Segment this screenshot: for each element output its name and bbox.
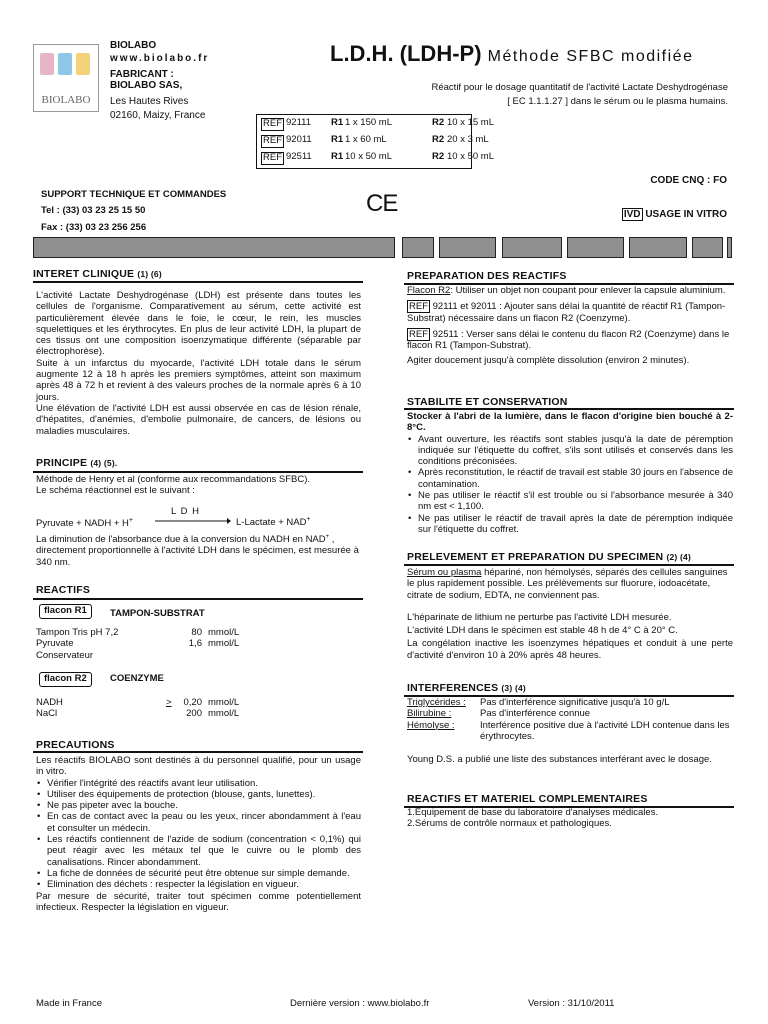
ref-code: 92011 bbox=[286, 134, 312, 145]
flacon-r1-button: flacon R1 bbox=[39, 604, 92, 619]
website[interactable]: www.biolabo.fr bbox=[110, 53, 210, 64]
logo-tube-blue bbox=[58, 53, 72, 75]
divider bbox=[404, 408, 734, 410]
interet-text: L'activité Lactate Deshydrogénase (LDH) est présente dans toutes les cellules de l'organisme. Comparativement au sérum, cette activité est particulièrement élevée dans le foie, le cœur, le rein, les muscles squelettiques et les érythrocytes. En plus de leur activité LDH, la plupart de ces tissus ont une composition isoenzymatique différente (séparable par électrophorèse). Suite à un infarctus du myocarde, l'activité LDH totale dans le sérum augmente 12 à 18 h après les premiers symptômes, atteint son maximum après 48 à 72 h et revient à des valeurs proches de la normale après 6 à 10 jours. Une élévation de l'activité LDH est aussi observée en cas de lésion rénale, d'hépatites, d'anémies, d'embolie pulmonaire, de cancers, de lésions ou maladies musculaires. bbox=[36, 290, 361, 437]
usage-text: USAGE IN VITRO bbox=[645, 209, 727, 220]
support-fax: Fax : (33) 03 23 256 256 bbox=[41, 222, 147, 233]
reaction-left: Pyruvate + NADH + H+ bbox=[36, 517, 134, 530]
composition-row: NADH > 0,20 mmol/L bbox=[36, 697, 240, 708]
flacon-r2-button: flacon R2 bbox=[39, 672, 92, 687]
divider bbox=[404, 564, 734, 566]
list-item: • En cas de contact avec la peau ou les yeux, rincer abondamment à l'eau et consulter un médecin. bbox=[36, 811, 361, 834]
header-bar-cell bbox=[439, 237, 496, 258]
r1-quantity: 1 x 150 mL bbox=[345, 117, 392, 128]
header-bar-cell bbox=[502, 237, 562, 258]
r2-label: R2 bbox=[432, 151, 445, 162]
r1-composition bbox=[36, 627, 240, 661]
complementaires-list bbox=[407, 807, 733, 830]
support-tel[interactable]: Tel : (33) 03 23 25 15 50 bbox=[41, 205, 146, 216]
principe-text: Méthode de Henry et al (conforme aux recommandations SFBC). Le schéma réactionnel est le suivant : bbox=[36, 474, 311, 497]
ref-row bbox=[261, 117, 494, 132]
ref-code: 92511 bbox=[286, 151, 312, 162]
list-item: 1.Equipement de base du laboratoire d'analyses médicales. bbox=[407, 807, 659, 818]
section-title-principe: PRINCIPE (4) (5). bbox=[36, 457, 118, 469]
list-item: • Les réactifs contiennent de l'azide de sodium (concentration < 0,1%) qui peut réagir avec les métaux tel que le cuivre ou le plomb des canalisations. Rincer abondamment. bbox=[36, 834, 361, 868]
preparation-text: Flacon R2: Utiliser un objet non coupant pour enlever la capsule aluminium. REF 92111 et 92011 : Ajouter sans délai la quantité de réactif R1 (Tampon-Substrat) nécessaire dans un flacon R2 (Coenzyme). REF 92511 : Verser sans délai le contenu du flacon R2 (Coenzyme) dans le flacon R1 (Tampon-Substrat). Agiter doucement jusqu'à complète dissolution (environ 2 minutes). bbox=[407, 285, 730, 367]
r2-quantity: 20 x 3 mL bbox=[447, 134, 489, 145]
ivd-symbol: IVD bbox=[623, 209, 641, 220]
address-line-2: 02160, Maizy, France bbox=[110, 110, 206, 121]
company-name: BIOLABO SAS, bbox=[110, 80, 183, 91]
stabilite-text: Stocker à l'abri de la lumière, dans le flacon d'origine bien bouché à 2-8°C. • Avant ouverture, les réactifs sont stables jusqu'à la date de péremption indiquée sur l'étiquette du coffret, s'ils sont utilisés et conservés dans les conditions préconisées. • Après reconstitution, le réactif de travail est stable 30 jours en l'absence de contamination. • Ne pas utiliser le réactif s'il est trouble ou si l'absorbance mesurée à 340 nm est < 1,100. • Ne pas utiliser le réactif de travail après la date de péremption indiquée sur l'étiquette du coffret. bbox=[407, 411, 733, 535]
support-title: SUPPORT TECHNIQUE ET COMMANDES bbox=[41, 189, 227, 200]
r2-label: R2 bbox=[432, 134, 445, 145]
title-main: L.D.H. (LDH-P) bbox=[330, 41, 482, 66]
footer-center[interactable]: Dernière version : www.biolabo.fr bbox=[290, 998, 430, 1009]
divider bbox=[33, 471, 363, 473]
description-line-1: Réactif pour le dosage quantitatif de l'activité Lactate Deshydrogénase bbox=[431, 82, 728, 93]
r2-label: R2 bbox=[432, 117, 445, 128]
section-title-precautions: PRECAUTIONS bbox=[36, 739, 115, 751]
list-item: • Après reconstitution, le réactif de travail est stable 30 jours en l'absence de contamination. bbox=[407, 467, 733, 490]
title-sub: Méthode SFBC modifiée bbox=[487, 48, 694, 65]
code-cnq: CODE CNQ : FO bbox=[650, 175, 727, 186]
logo-text: BIOLABO bbox=[41, 94, 91, 107]
section-title-stabilite: STABILITE ET CONSERVATION bbox=[407, 396, 568, 408]
r1-label: R1 bbox=[331, 134, 344, 145]
section-title: INTERET CLINIQUE (1) (6) bbox=[33, 268, 162, 280]
brand-name: BIOLABO bbox=[110, 40, 157, 51]
principe-description: La diminution de l'absorbance due à la conversion du NADH en NAD+ , directement proportionnelle à l'activité LDH dans le spécimen, est mesurée à 340 nm. bbox=[36, 534, 359, 568]
list-item: • La fiche de données de sécurité peut être obtenue sur simple demande. bbox=[36, 868, 361, 879]
header-bar-cell bbox=[629, 237, 687, 258]
composition-row: Tampon Tris pH 7,2 80 mmol/L bbox=[36, 627, 240, 638]
precautions-text: Les réactifs BIOLABO sont destinés à du personnel qualifié, pour un usage in vitro. • Vérifier l'intégrité des réactifs avant leur utilisation. • Utiliser des équipements de protection (blouse, gants, lunettes). • Ne pas pipeter avec la bouche. • En cas de contact avec la peau ou les yeux, rincer abondamment à l'eau et consulter un médecin. • Les réactifs contiennent de l'azide de sodium (concentration < 0,1%) qui peut réagir avec les métaux tel que le cuivre ou le plomb des canalisations. Rincer abondamment. • La fiche de données de sécurité peut être obtenue sur simple demande. • Elimination des déchets : respecter la législation en vigueur. Par mesure de sécurité, traiter tout spécimen comme potentiellement infectieux. Respecter la législation en vigueur. bbox=[36, 755, 361, 913]
page-title bbox=[330, 41, 693, 66]
footer-version: Version : 31/10/2011 bbox=[528, 998, 615, 1009]
header-bar-cell bbox=[727, 237, 732, 258]
reference-table bbox=[256, 114, 494, 169]
list-item: • Ne pas utiliser le réactif de travail après la date de péremption indiquée sur l'étiquette du coffret. bbox=[407, 513, 733, 536]
interferences-text: Triglycérides : Pas d'interférence significative jusqu'à 10 g/L Bilirubine : Pas d'interférence connue Hémolyse : Interférence positive due à l'activité LDH contenue dans les érythrocytes. Young D.S. a publié une liste des substances interférant avec le dosage. bbox=[407, 697, 733, 765]
precautions-list bbox=[36, 778, 361, 891]
logo-tube-yellow bbox=[76, 53, 90, 75]
section-title-preparation: PREPARATION DES REACTIFS bbox=[407, 270, 567, 282]
list-item: • Utiliser des équipements de protection (blouse, gants, lunettes). bbox=[36, 789, 361, 800]
ref-row bbox=[261, 151, 494, 166]
list-item: • Avant ouverture, les réactifs sont stables jusqu'à la date de péremption indiquée sur l'étiquette du coffret, s'ils sont utilisés et conservés dans les conditions préconisées. bbox=[407, 434, 733, 468]
interference-row: Triglycérides : Pas d'interférence significative jusqu'à 10 g/L bbox=[407, 697, 670, 708]
r2-composition bbox=[36, 697, 240, 720]
ref-row bbox=[261, 134, 489, 149]
usage-label bbox=[622, 209, 727, 221]
r1-label: R1 bbox=[331, 117, 344, 128]
header-bar-cell bbox=[692, 237, 723, 258]
ref-symbol: REF bbox=[263, 135, 282, 146]
section-title-complementaires: REACTIFS ET MATERIEL COMPLEMENTAIRES bbox=[407, 793, 648, 805]
composition-row: Pyruvate 1,6 mmol/L bbox=[36, 638, 240, 650]
section-interet bbox=[33, 268, 363, 280]
header-bar-main bbox=[33, 237, 395, 258]
logo-tube-pink bbox=[40, 53, 54, 75]
biolabo-logo bbox=[33, 44, 99, 112]
r2-quantity: 10 x 50 mL bbox=[447, 151, 494, 162]
interference-row: Hémolyse : Interférence positive due à l'activité LDH contenue dans les érythrocytes. bbox=[407, 719, 730, 742]
divider bbox=[33, 598, 363, 600]
fabricant-label: FABRICANT : bbox=[110, 69, 174, 80]
interference-row: Bilirubine : Pas d'interférence connue bbox=[407, 708, 591, 720]
r1-quantity: 1 x 60 mL bbox=[345, 134, 387, 145]
r2-quantity: 10 x 15 mL bbox=[447, 117, 494, 128]
ref-symbol: REF bbox=[263, 152, 282, 163]
enzyme-label: L D H bbox=[171, 506, 200, 517]
composition-row: NaCl 200 mmol/L bbox=[36, 708, 240, 720]
divider bbox=[33, 751, 363, 753]
r1-quantity: 10 x 50 mL bbox=[345, 151, 392, 162]
header-bar-cell bbox=[402, 237, 434, 258]
prelevement-text: Sérum ou plasma hépariné, non hémolysés, séparés des cellules sanguines le plus rapidement possible. Les prélèvements sur fluorure, iodoacétate, citrate de sodium, EDTA, ne conviennent pas. L'héparinate de lithium ne perturbe pas l'activité LDH mesurée. L'activité LDH dans le spécimen est stable 48 h de 4° C à 20° C. La congélation inactive les isoenzymes hépatiques et conduit à une perte d'activité d'environ 10 à 20% après 48 heures. bbox=[407, 567, 733, 661]
section-title-prelevement: PRELEVEMENT ET PREPARATION DU SPECIMEN (2) (4) bbox=[407, 551, 691, 563]
section-title-interferences: INTERFERENCES (3) (4) bbox=[407, 682, 526, 694]
divider bbox=[33, 281, 363, 283]
ref-symbol: REF bbox=[263, 118, 282, 129]
composition-row: Conservateur bbox=[36, 649, 94, 661]
ref-code: 92111 bbox=[286, 117, 312, 128]
r2-name: COENZYME bbox=[110, 673, 164, 684]
address-line-1: Les Hautes Rives bbox=[110, 96, 189, 107]
reaction-arrow bbox=[155, 517, 231, 525]
r1-label: R1 bbox=[331, 151, 344, 162]
r1-name: TAMPON-SUBSTRAT bbox=[110, 608, 205, 619]
reaction-right: L-Lactate + NAD+ bbox=[236, 516, 311, 529]
list-item: • Elimination des déchets : respecter la législation en vigueur. bbox=[36, 879, 361, 890]
footer-left: Made in France bbox=[36, 998, 103, 1009]
stabilite-list bbox=[407, 434, 733, 536]
list-item: • Vérifier l'intégrité des réactifs avant leur utilisation. bbox=[36, 778, 361, 789]
description-line-2: [ EC 1.1.1.27 ] dans le sérum ou le plasma humains. bbox=[507, 96, 728, 107]
list-item: 2.Sérums de contrôle normaux et pathologiques. bbox=[407, 818, 612, 830]
section-title-reactifs: REACTIFS bbox=[36, 584, 91, 596]
ce-mark: CE bbox=[366, 190, 398, 217]
list-item: • Ne pas utiliser le réactif s'il est trouble ou si l'absorbance mesurée à 340 nm est < 1,100. bbox=[407, 490, 733, 513]
header-bar-cell bbox=[567, 237, 624, 258]
list-item: • Ne pas pipeter avec la bouche. bbox=[36, 800, 361, 811]
